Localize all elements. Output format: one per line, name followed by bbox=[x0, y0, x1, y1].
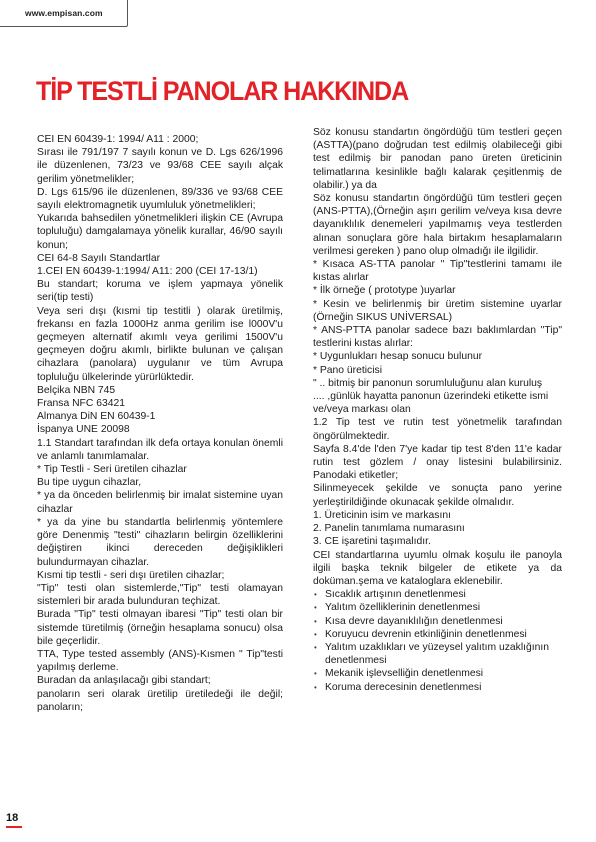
bullet-item: • Koruyucu devrenin etkinliğinin denetlenmesi bbox=[313, 628, 562, 641]
paragraph: 2. Panelin tanımlama numarasını bbox=[313, 523, 465, 535]
paragraph: * İlk örneğe ( prototype )uyarlar bbox=[313, 285, 456, 297]
page-number: 18 bbox=[6, 812, 19, 824]
paragraph: CEI standartlarına uyumlu olmak koşulu ile panoyla ilgili başka teknik bilgeler de etikete ya da doküman.şema ve kataloglara eklenebilir. bbox=[313, 549, 562, 587]
paragraph: Sayfa 8.4'de l'den 7'ye kadar tip test 8'den 11'e kadar rutin test gözlem / onay listesini bulabilirsiniz. Panodaki etiketler; bbox=[313, 443, 562, 482]
paragraph: CEI EN 60439-1: 1994/ A11 : 2000; bbox=[37, 134, 199, 145]
paragraph: 1.CEI EN 60439-1:1994/ A11: 200 (CEI 17-13/1) bbox=[37, 266, 258, 278]
paragraph: "Tip" testi olan sistemlerde,"Tip" testi olamayan sistemleri bir arada bulunduran teçhizat. bbox=[37, 582, 283, 608]
paragraph: 1. Üreticinin isim ve markasını bbox=[313, 509, 451, 521]
right-column bbox=[313, 126, 562, 694]
paragraph: Bu standart; koruma ve işlem yapmaya yönelik seri(tip testi) bbox=[37, 279, 283, 304]
paragraph: Almanya DiN EN 60439-1 bbox=[37, 411, 156, 423]
paragraph: Silinmeyecek şekilde ve sonuçta pano yerine yerleştirildiğinde okunacak şekilde olmalıdır. bbox=[313, 483, 562, 508]
bullet-item: • Sıcaklık artışının denetlenmesi bbox=[313, 588, 562, 601]
paragraph: Yukarıda bahsedilen yönetmelikleri ilişkin CE (Avrupa topluluğu) damgalamaya yönelik kurallar, 46/90 sayılı konun; bbox=[37, 213, 283, 251]
paragraph: CEI 64-8 Sayılı Standartlar bbox=[37, 252, 161, 264]
paragraph: 3. CE işaretini taşımalıdır. bbox=[313, 536, 431, 548]
paragraph: 1.2 Tip test ve rutin test yönetmelik tarafından öngörülmektedir. bbox=[313, 417, 562, 442]
paragraph: .... ,günlük hayatta panonun üzerindeki etikette ismi bbox=[313, 391, 549, 403]
page-title: TİP TESTLİ PANOLAR HAKKINDA bbox=[36, 76, 409, 106]
paragraph: * ya da önceden belirlenmiş bir imalat sistemine uyan cihazlar bbox=[37, 490, 283, 515]
left-column bbox=[37, 133, 283, 714]
paragraph: * Kesin ve belirlenmiş bir üretim sistemine uyarlar (Örneğin SIKUS UNİVERSAL) bbox=[313, 298, 562, 323]
paragraph: Veya seri dışı (kısmi tip testitli ) olarak üretilmiş, frekansı en fazla 1000Hz anma gerilim ise l000V'u geçmeyen alternatif akımlı veya gerilimi 1500V'u geçmeyen doğru akımlı, birlikte bulunan ve çalışan cihazlara (panolara) uygulanır ve tüm Avrupa topluluğu ülkelerinde yürürlüktedir. bbox=[37, 305, 283, 383]
paragraph: Bu tipe uygun cihazlar, bbox=[37, 477, 142, 489]
paragraph: Kısmi tip testli - seri dışı üretilen cihazlar; bbox=[37, 569, 225, 581]
paragraph: * Pano üreticisi bbox=[313, 364, 382, 376]
paragraph: ve/veya markası olan bbox=[313, 404, 411, 416]
paragraph: * Kısaca AS-TTA panolar " Tip"testlerini tamamı ile kıstas alırlar bbox=[313, 259, 562, 284]
bullet-item: • Yalıtım özelliklerinin denetlenmesi bbox=[313, 601, 562, 614]
paragraph: * ANS-PTTA panolar sadece bazı baklımlardan "Tip" testlerini kıstas alırlar: bbox=[313, 325, 562, 350]
paragraph: * Uygunlukları hesap sonucu bulunur bbox=[313, 351, 483, 363]
site-url[interactable]: www.empisan.com bbox=[25, 8, 103, 18]
paragraph: 1.1 Standart tarafından ilk defa ortaya konulan önemli ve anlamlı tanımlamalar. bbox=[37, 437, 283, 462]
paragraph: * ya da yine bu standartla belirlenmiş yöntemlere göre Denenmiş "testi" cihazların belirgin özelliklerini değiştiren ikinci dereceden değişiklikleri bulundurmayan cihazlar. bbox=[37, 516, 283, 568]
bullet-item: • Kısa devre dayanıklılığın denetlenmesi bbox=[313, 615, 562, 628]
paragraph: D. Lgs 615/96 ile düzenlenen, 89/336 ve 93/68 CEE sayılı elektromagnetik uyumluluk yönetmelikleri; bbox=[37, 186, 283, 212]
bullet-item: • Mekanik işlevselliğin denetlenmesi bbox=[313, 667, 562, 680]
bullet-item: • Yalıtım uzaklıkları ve yüzeysel yalıtım uzaklığının denetlenmesi bbox=[313, 641, 562, 667]
paragraph: Burada "Tip" testi olmayan ibaresi "Tip" testi olan bir sistemde türetilmiş (örneğin hesaplama sonucu) olsa bile geçerlidir. bbox=[37, 609, 283, 647]
page-number-underline bbox=[6, 826, 22, 828]
bullet-item: • Koruma derecesinin denetlenmesi bbox=[313, 681, 562, 694]
paragraph: Söz konusu standartın öngördüğü tüm testleri geçen (ANS-PTTA),(Örneğin aşırı gerilim ve/veya kısa devre dayanıklılık denemeleri yapılmamış veya testlerden alınan sonuçlara göre hala birtakım hesaplamaların verilmesi gereken ) pano olup olmadığı ile ilgilidir. bbox=[313, 193, 562, 257]
paragraph: panoların seri olarak üretilip üretiledeği ile değil; panoların; bbox=[37, 688, 283, 713]
paragraph: Fransa NFC 63421 bbox=[37, 398, 125, 410]
paragraph: " .. bitmiş bir panonun sorumluluğunu alan kuruluş bbox=[313, 377, 543, 389]
paragraph: İspanya UNE 20098 bbox=[37, 424, 130, 436]
paragraph: TTA, Type tested assembly (ANS)-Kısmen " Tip"testi yapılmış derleme. bbox=[37, 648, 283, 674]
paragraph: Belçika NBN 745 bbox=[37, 384, 116, 396]
paragraph: Söz konusu standartın öngördüğü tüm testleri geçen (ASTTA)(pano doğrudan test edilmiş olabileceği gibi test edilmiş bir panodan pano üreten üreticinin telimatlarına kesinlikle bağlı kalarak çeşitlenmiş de olabilir.) ya da bbox=[313, 127, 562, 191]
paragraph: Sırası ile 791/197 7 sayılı konun ve D. Lgs 626/1996 ile düzenlenen, 73/23 ve 93/68 CEE sayılı alçak gerilim yönetmelikler; bbox=[37, 147, 283, 185]
paragraph: * Tip Testli - Seri üretilen cihazlar bbox=[37, 464, 187, 476]
paragraph: Buradan da anlaşılacağı gibi standart; bbox=[37, 675, 211, 687]
